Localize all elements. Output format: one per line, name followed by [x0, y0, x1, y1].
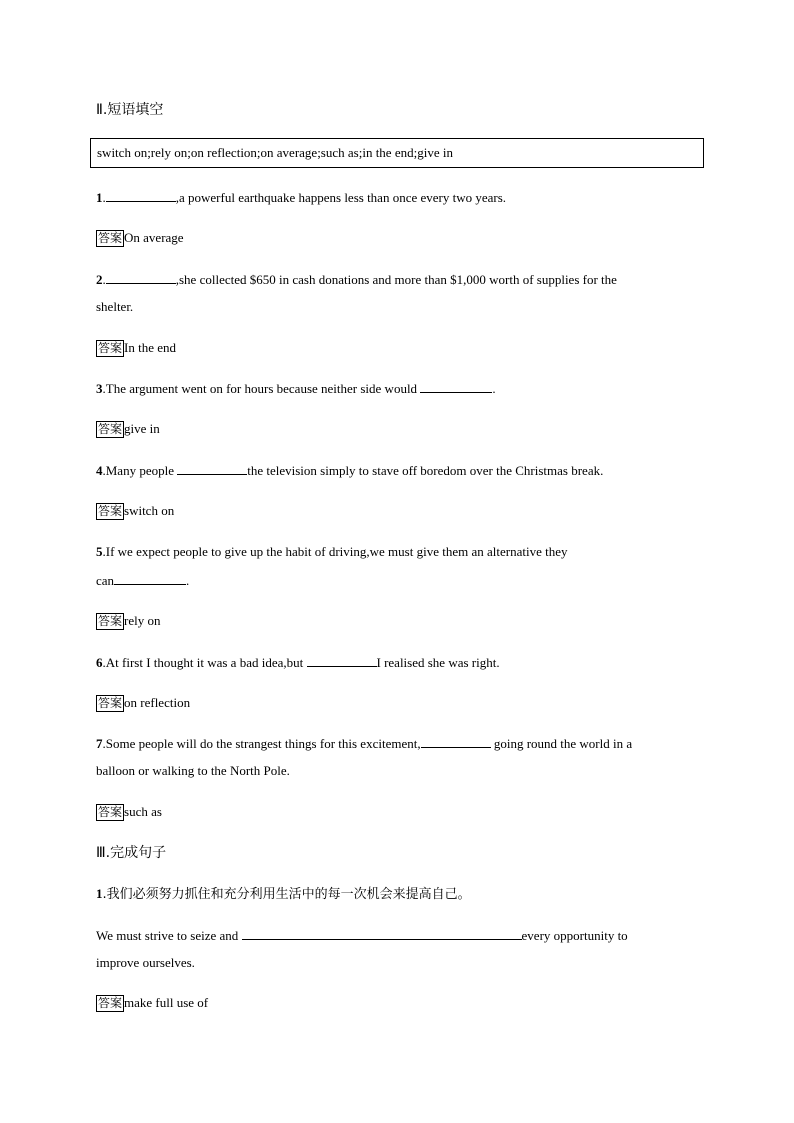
- question-text: ,she collected $650 in cash donations and more than $1,000 worth of supplies for the: [175, 272, 617, 287]
- question-5: [96, 544, 567, 560]
- answer-text: such as: [124, 804, 162, 819]
- answer-blank: [177, 462, 247, 475]
- answer-1: [96, 230, 184, 248]
- answer-6: [96, 695, 190, 713]
- answer-text: make full use of: [124, 995, 209, 1010]
- answer-5: [96, 613, 160, 631]
- question-7-line-2: balloon or walking to the North Pole.: [96, 763, 290, 778]
- answer-s3-1: [96, 995, 208, 1013]
- answer-text: on reflection: [124, 695, 191, 710]
- answer-2: [96, 340, 176, 358]
- question-text: .: [102, 272, 106, 287]
- question-text: the television simply to stave off boredom over the Christmas break.: [247, 463, 604, 478]
- sentence-1-line-2: improve ourselves.: [96, 955, 195, 970]
- answer-text: rely on: [124, 613, 161, 628]
- answer-tag: 答案: [98, 341, 123, 355]
- answer-blank: [242, 927, 522, 940]
- chinese-prompt: .我们必须努力抓住和充分利用生活中的每一次机会来提高自己。: [102, 887, 471, 902]
- question-text: .If we expect people to give up the habit of driving,we must give them an alternative they: [102, 544, 568, 559]
- question-2: [96, 271, 617, 288]
- question-text: I realised she was right.: [376, 655, 500, 670]
- answer-tag: 答案: [98, 805, 123, 819]
- answer-3: [96, 421, 160, 439]
- question-text: .: [186, 573, 190, 588]
- sentence-1-prompt: [96, 886, 471, 903]
- answer-tag: 答案: [98, 614, 123, 628]
- answer-tag: 答案: [98, 696, 123, 710]
- answer-text: On average: [124, 230, 184, 245]
- answer-text: In the end: [124, 340, 176, 355]
- question-number: 7: [96, 736, 103, 751]
- answer-tag: 答案: [98, 231, 123, 245]
- answer-7: [96, 804, 162, 822]
- question-4: [96, 462, 603, 479]
- answer-blank: [420, 380, 492, 393]
- answer-4: [96, 503, 174, 521]
- question-text: going round the world in a: [490, 736, 633, 751]
- answer-blank: [106, 271, 176, 284]
- answer-tag: 答案: [98, 422, 123, 436]
- word-bank-box: [90, 138, 704, 168]
- question-text: .: [102, 190, 106, 205]
- question-number: 5: [96, 544, 103, 559]
- question-text: .Many people: [102, 463, 178, 478]
- answer-blank: [106, 189, 176, 202]
- section-2-title: Ⅱ.短语填空: [96, 102, 164, 118]
- question-2-line-2: shelter.: [96, 299, 134, 314]
- question-3: [96, 380, 496, 397]
- question-number: 1: [96, 190, 103, 205]
- question-number: 2: [96, 272, 103, 287]
- question-number: 4: [96, 463, 103, 478]
- question-6: [96, 654, 500, 671]
- answer-tag: 答案: [98, 504, 123, 518]
- sentence-1: [96, 927, 628, 944]
- question-number: 1: [96, 886, 103, 901]
- answer-blank: [307, 654, 377, 667]
- answer-blank: [421, 735, 491, 748]
- answer-blank: [114, 572, 186, 585]
- answer-text: switch on: [124, 503, 175, 518]
- question-1: [96, 189, 506, 206]
- question-number: 6: [96, 655, 103, 670]
- question-text: .At first I thought it was a bad idea,but: [102, 655, 307, 670]
- question-number: 3: [96, 381, 103, 396]
- question-text: .: [492, 381, 496, 396]
- question-7: [96, 735, 632, 752]
- word-bank-text: switch on;rely on;on reflection;on average;such as;in the end;give in: [97, 145, 453, 160]
- question-text: .Some people will do the strangest things for this excitement,: [102, 736, 421, 751]
- question-text: ,a powerful earthquake happens less than once every two years.: [175, 190, 507, 205]
- answer-text: give in: [124, 421, 160, 436]
- question-text: We must strive to seize and: [96, 928, 242, 943]
- question-text: .The argument went on for hours because neither side would: [102, 381, 421, 396]
- question-5-line-2: [96, 572, 189, 589]
- answer-tag: 答案: [98, 996, 123, 1010]
- section-3-title: Ⅲ.完成句子: [96, 845, 167, 861]
- question-text: every opportunity to: [521, 928, 628, 943]
- question-text: can: [96, 573, 115, 588]
